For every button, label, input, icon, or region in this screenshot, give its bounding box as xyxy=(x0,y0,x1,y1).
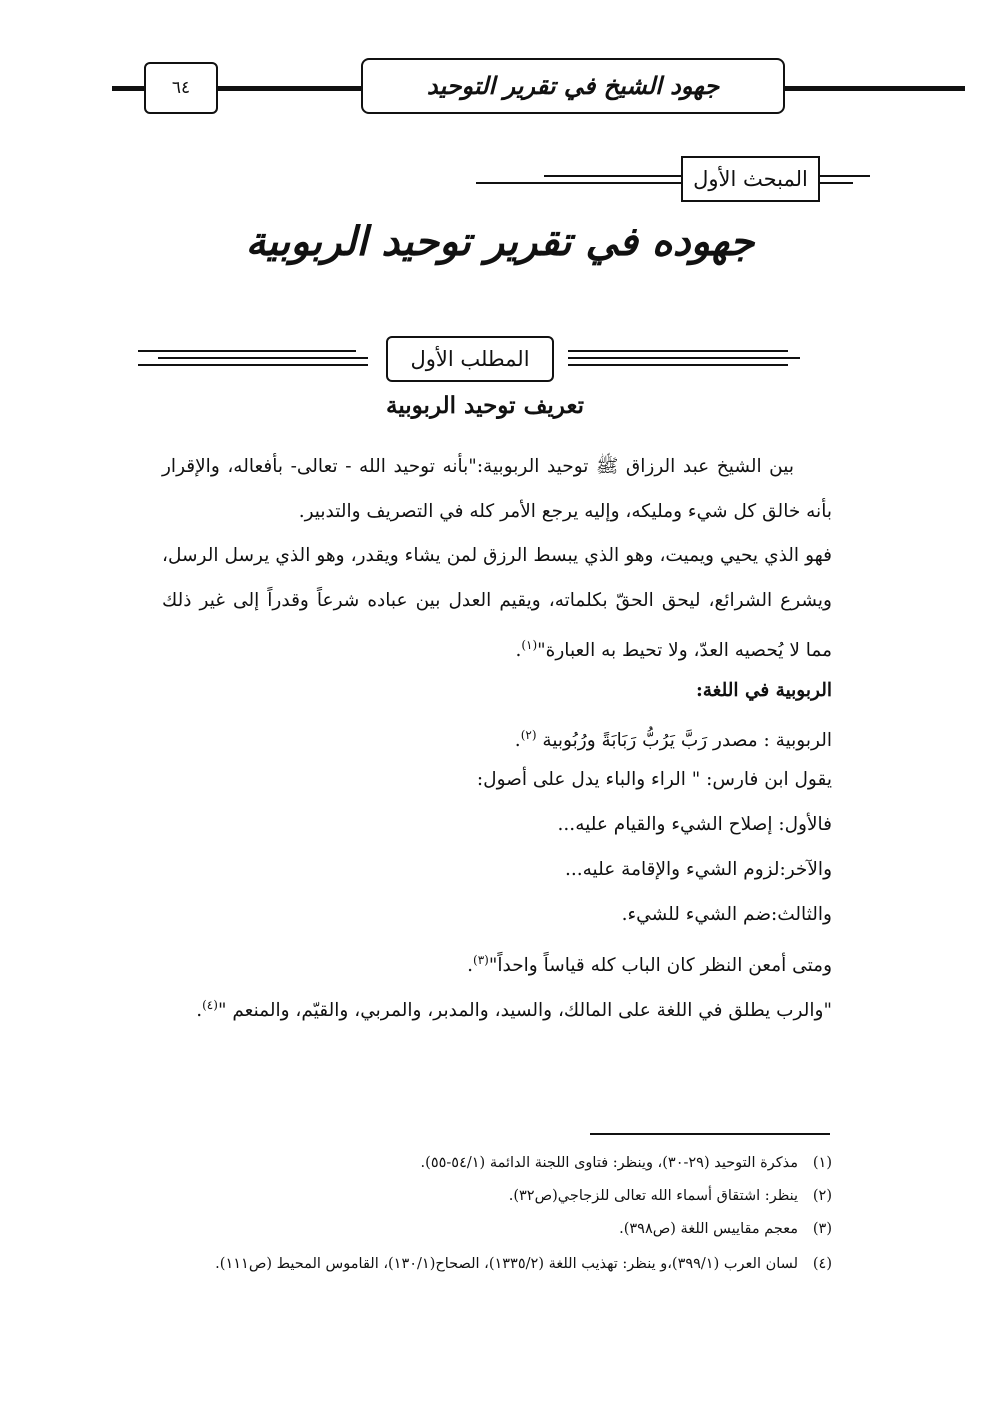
line-masdar: الربوبية : مصدر رَبَّ يَرُبُّ رَبَابَةً ورُبُوبية $^{(٢)}$. xyxy=(514,728,832,752)
footnote-2 xyxy=(132,1185,832,1207)
section-title: تعريف توحيد الربوبية xyxy=(386,392,584,419)
line-qiyas-text: ومتى أمعن النظر كان الباب كله قياساً واحداً" xyxy=(488,955,832,977)
footnote-separator xyxy=(590,1133,830,1135)
line-second: والآخر:لزوم الشيء والإقامة عليه... xyxy=(564,859,832,880)
section-rule-left-2 xyxy=(158,357,368,359)
footnote-ref-2: (٢) xyxy=(520,728,537,742)
section-label: المطلب الأول xyxy=(386,336,554,382)
chapter-rule-right-1 xyxy=(818,175,870,177)
footnote-4-text: لسان العرب (٣٩٩/١)،و ينظر: تهذيب اللغة (١٣٣٥/٢)، الصحاح(١٣٠/١)، القاموس المحيط (ص١١١). xyxy=(215,1256,798,1272)
line-masdar-text: الربوبية : مصدر رَبَّ يَرُبُّ رَبَابَةً ورُبُوبية xyxy=(542,730,832,752)
footnote-2-text: ينظر: اشتقاق أسماء الله تعالى للزجاجي(ص٣٢). xyxy=(508,1188,798,1204)
footnote-3 xyxy=(132,1218,832,1240)
paragraph-definition xyxy=(162,444,832,534)
line-first: فالأول: إصلاح الشيء والقيام عليه... xyxy=(557,814,832,835)
footnote-ref-3: (٣) xyxy=(473,953,489,967)
footnote-4 xyxy=(132,1253,832,1275)
footnote-ref-1: (١) xyxy=(521,638,538,652)
footnote-2-number: (٢) xyxy=(812,1188,832,1204)
lang-heading: الربوبية في اللغة: xyxy=(695,680,832,701)
line-qiyas: ومتى أمعن النظر كان الباب كله قياساً واحداً"$^{(٣)}$. xyxy=(467,953,832,977)
section-rule-right-1 xyxy=(568,350,788,352)
header-rule-left xyxy=(112,86,144,91)
line-third: والثالث:ضم الشيء للشيء. xyxy=(621,904,832,925)
footnote-1 xyxy=(132,1152,832,1174)
chapter-label: المبحث الأول xyxy=(681,156,820,202)
line-ibn-faris: يقول ابن فارس: " الراء والباء يدل على أصول: xyxy=(476,769,832,790)
chapter-title: جهوده في تقرير توحيد الربوبية xyxy=(245,218,755,265)
footnote-4-number: (٤) xyxy=(812,1256,832,1272)
line-rabb-text: "والرب يطلق في اللغة على المالك، والسيد، والمدبر، والمربي، والقيّم، والمنعم " xyxy=(217,1000,832,1022)
section-rule-right-3 xyxy=(568,364,788,366)
page-number: ٦٤ xyxy=(144,62,218,114)
paragraph-actions-text: فهو الذي يحيي ويميت، وهو الذي يبسط الرزق لمن يشاء ويقدر، وهو الذي يرسل الرسل، ويشرع الشرائع، ليحق الحقّ بكلماته، ويقيم العدل بين عباده شرعاً وقدراً إلى غير ذلك مما لا يُحصيه العدّ، ولا تحيط به العبارة" xyxy=(162,545,832,662)
chapter-rule-left-1 xyxy=(476,182,681,184)
chapter-rule-right-2 xyxy=(818,182,853,184)
line-rabb: "والرب يطلق في اللغة على المالك، والسيد، والمدبر، والمربي، والقيّم، والمنعم "$^{(٤)}$. xyxy=(196,998,832,1022)
header-rule-middle xyxy=(214,86,361,91)
chapter-rule-left-2 xyxy=(544,175,681,177)
footnote-ref-4: (٤) xyxy=(202,998,218,1012)
running-header-title: جهود الشيخ في تقرير التوحيد xyxy=(361,58,785,114)
section-rule-right-2 xyxy=(568,357,800,359)
paragraph-actions: فهو الذي يحيي ويميت، وهو الذي يبسط الرزق لمن يشاء ويقدر، وهو الذي يرسل الرسل، ويشرع الشرائع، ليحق الحقّ بكلماته، ويقيم العدل بين عباده شرعاً وقدراً إلى غير ذلك مما لا يُحصيه العدّ، ولا تحيط به العبارة"$^{(١)}$. xyxy=(162,545,832,662)
section-rule-left-3 xyxy=(138,364,368,366)
footnote-1-number: (١) xyxy=(812,1155,832,1171)
footnote-3-number: (٣) xyxy=(812,1221,832,1237)
footnote-1-text: مذكرة التوحيد (٢٩-٣٠)، وينظر: فتاوى اللجنة الدائمة (٥٤/١-٥٥). xyxy=(420,1155,798,1171)
footnote-3-text: معجم مقاييس اللغة (ص٣٩٨). xyxy=(619,1221,798,1237)
paragraph-definition-text: بين الشيخ عبد الرزاق ﷺ توحيد الربوبية:"بأنه توحيد الله - تعالى- بأفعاله، والإقرار بأنه خالق كل شيء ومليكه، وإليه يرجع الأمر كله في التصريف والتدبير. xyxy=(162,456,832,522)
section-rule-left-1 xyxy=(138,350,356,352)
header-rule-right xyxy=(781,86,965,91)
